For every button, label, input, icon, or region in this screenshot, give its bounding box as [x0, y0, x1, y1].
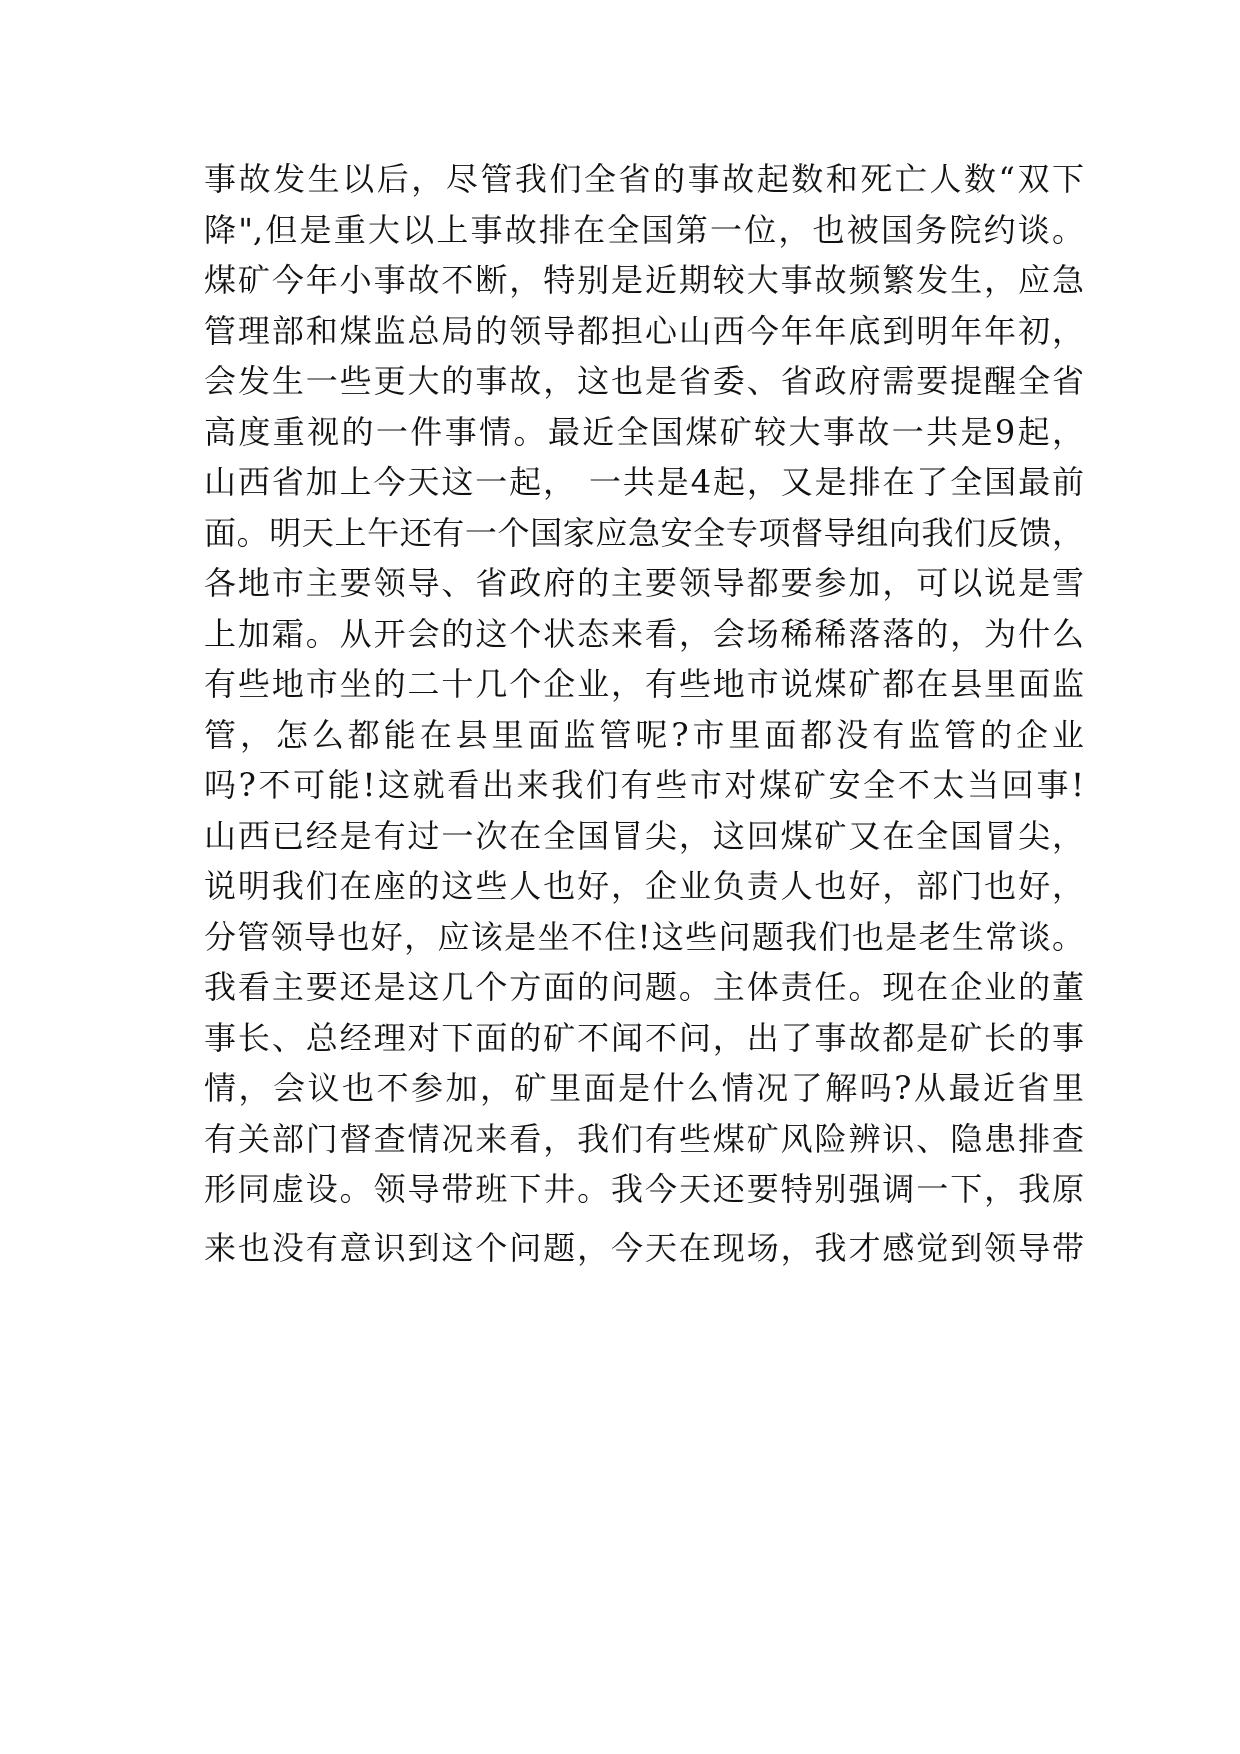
text-line: 我看主要还是这几个方面的问题。主体责任。现在企业的董 — [204, 968, 1084, 1006]
text-line: 吗?不可能!这就看出来我们有些市对煤矿安全不太当回事! — [204, 766, 1084, 804]
text-line: 事故发生以后，尽管我们全省的事故起数和死亡人数“双下 — [204, 160, 1084, 198]
text-line: 山西已经是有过一次在全国冒尖，这回煤矿又在全国冒尖， — [204, 816, 1084, 855]
text-line: 煤矿今年小事故不断，特别是近期较大事故频繁发生，应急 — [204, 261, 1084, 299]
text-line: 上加霜。从开会的这个状态来看，会场稀稀落落的，为什么 — [204, 614, 1084, 653]
text-line: 来也没有意识到这个问题，今天在现场，我才感觉到领导带 — [204, 1228, 1084, 1267]
text-line: 高度重视的一件事情。最近全国煤矿较大事故一共是9起， — [204, 412, 1084, 451]
text-line: 会发生一些更大的事故，这也是省委、省政府需要提醒全省 — [204, 362, 1084, 400]
text-line: 管理部和煤监总局的领导都担心山西今年年底到明年年初， — [204, 311, 1084, 350]
text-line: 各地市主要领导、省政府的主要领导都要参加，可以说是雪 — [204, 564, 1084, 602]
text-line: 有关部门督查情况来看，我们有些煤矿风险辨识、隐患排查 — [204, 1119, 1084, 1158]
body-text — [204, 154, 1084, 1273]
text-line: 事长、总经理对下面的矿不闻不问，出了事故都是矿长的事 — [204, 1018, 1084, 1057]
text-line: 情，会议也不参加，矿里面是什么情况了解吗?从最近省里 — [204, 1069, 1084, 1107]
text-line: 有些地市坐的二十几个企业，有些地市说煤矿都在县里面监 — [204, 665, 1084, 703]
text-line: 山西省加上今天这一起， 一共是4起，又是排在了全国最前 — [204, 463, 1084, 501]
text-line: 管，怎么都能在县里面监管呢?市里面都没有监管的企业 — [204, 715, 1084, 754]
text-line: 面。明天上午还有一个国家应急安全专项督导组向我们反馈， — [204, 513, 1084, 552]
text-line: 分管领导也好，应该是坐不住!这些问题我们也是老生常谈。 — [204, 917, 1084, 956]
text-line: 降",但是重大以上事故排在全国第一位，也被国务院约谈。 — [204, 210, 1084, 249]
text-line: 说明我们在座的这些人也好，企业负责人也好，部门也好， — [204, 867, 1084, 905]
text-line: 形同虚设。领导带班下井。我今天还要特别强调一下，我原 — [204, 1170, 1084, 1208]
